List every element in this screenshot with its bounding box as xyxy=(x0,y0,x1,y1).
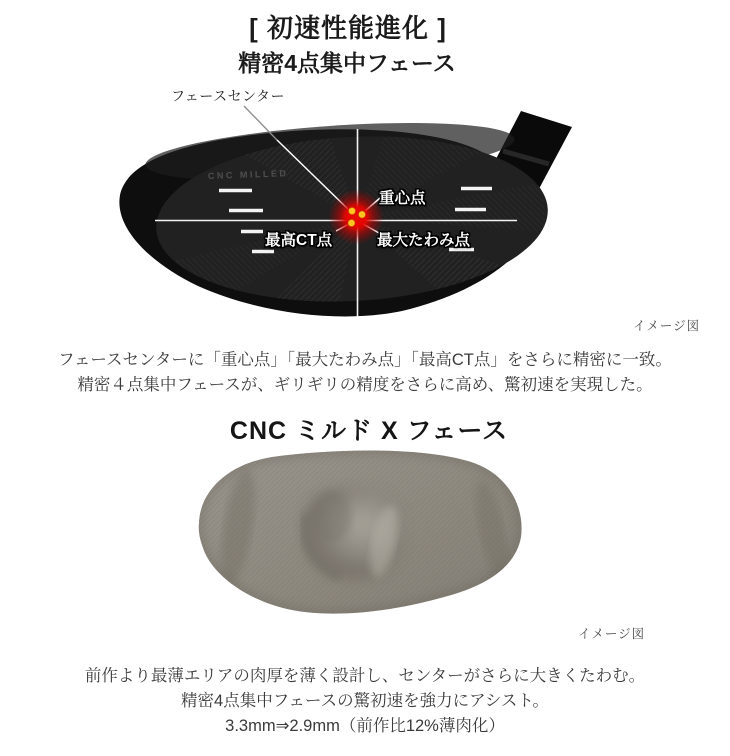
driver-face-figure xyxy=(0,0,730,345)
section1-body xyxy=(0,348,730,398)
figure2-caption: イメージ図 xyxy=(578,627,646,641)
max-deflection-point-label: 最大たわみ点 xyxy=(377,232,471,249)
face-cup-figure xyxy=(0,445,730,635)
section2-body-line1: 前作より最薄エリアの肉厚を薄く設計し、センターがさらに大きくたわむ。 xyxy=(84,667,646,685)
section1-bracket-title: [ 初速性能進化 ] xyxy=(249,13,447,43)
section2-body-line2: 精密4点集中フェースの驚初速を強力にアシスト。 xyxy=(181,692,549,710)
section2-body xyxy=(0,664,730,739)
cnc-milled-engraving: CNC MILLED xyxy=(207,168,289,181)
section1-body-line2: 精密４点集中フェースが、ギリギリの精度をさらに高め、驚初速を実現した。 xyxy=(77,376,653,394)
face-center-callout: フェースセンター xyxy=(171,88,286,104)
figure1-caption: イメージ図 xyxy=(633,319,701,333)
max-ct-point-label: 最高CT点 xyxy=(265,232,333,249)
cup-bump-inner-shadow xyxy=(311,490,351,542)
section1-subtitle: 精密4点集中フェース xyxy=(238,50,456,76)
section2-body-line3: 3.3mm⇒2.9mm（前作比12%薄肉化） xyxy=(225,717,505,735)
section2-title: CNC ミルド X フェース xyxy=(229,417,509,445)
gravity-point-label: 重心点 xyxy=(379,190,426,207)
section1-body-line1: フェースセンターに「重心点」「最大たわみ点」「最高CT点」をさらに精密に一致。 xyxy=(58,351,672,369)
